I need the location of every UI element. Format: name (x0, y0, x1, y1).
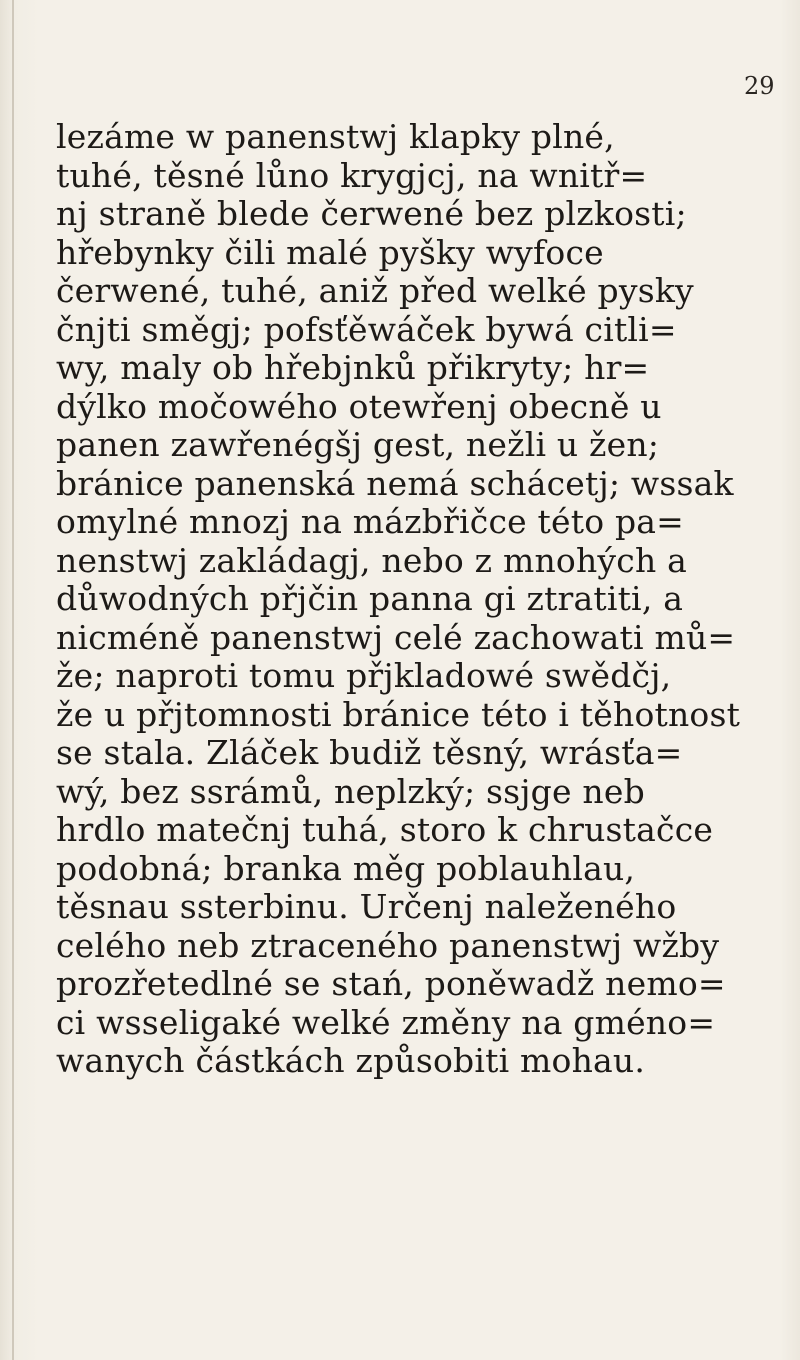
text-line: wy, maly ob hřebjnků přikryty; hr= (56, 348, 650, 387)
text-line: ci wsseligaké welké změny na gméno= (56, 1002, 716, 1042)
text-line: omylné mnozj na mázbřičce této pa= (56, 502, 685, 541)
text-line: že; naproti tomu přjkladowé swědčj, (56, 656, 672, 695)
text-line: čerwené, tuhé, aniž před welké pysky (56, 271, 694, 310)
page-gutter-edge (12, 0, 14, 1360)
text-line: že u přjtomnosti bránice této i těhotnost (56, 694, 741, 734)
text-line: celého neb ztraceného panenstwj wžby (56, 925, 720, 965)
body-text (56, 118, 776, 1081)
text-line: podobná; branka měg poblauhlau, (56, 848, 636, 888)
text-line: nicméně panenstwj celé zachowati mů= (56, 617, 736, 657)
text-line: wanych částkách způsobiti mohau. (56, 1041, 646, 1080)
text-line: dýlko močowého otewřenj obecně u (56, 386, 662, 426)
text-line: těsnau ssterbinu. Určenj naleženého (56, 887, 677, 926)
page-number: 29 (744, 72, 775, 100)
text-line: bránice panenská nemá schácetj; wssak (56, 463, 734, 503)
text-line: lezáme w panenstwj klapky plné, (56, 117, 615, 156)
text-line: nj straně blede čerwené bez plzkosti; (56, 194, 687, 233)
text-line: se stala. Zláček budiž těsný, wrásťa= (56, 733, 683, 772)
text-line: čnjti směgj; pofsťěwáček bywá citli= (56, 309, 677, 349)
text-line: hrdlo matečnj tuhá, storo k chrustačce (56, 810, 714, 849)
text-line: tuhé, těsné lůno krygjcj, na wnitř= (56, 155, 648, 195)
text-line: důwodných přjčin panna gi ztratiti, a (56, 579, 684, 618)
text-line: nenstwj zakládagj, nebo z mnohých a (56, 540, 687, 580)
text-line: prozřetedlné se stań, poněwadž nemo= (56, 964, 726, 1003)
text-line: wý, bez ssrámů, neplzký; ssjge neb (56, 771, 645, 811)
text-line: hřebynky čili malé pyšky wyfoce (56, 232, 604, 272)
text-line: panen zawřenégšj gest, nežli u žen; (56, 425, 660, 464)
